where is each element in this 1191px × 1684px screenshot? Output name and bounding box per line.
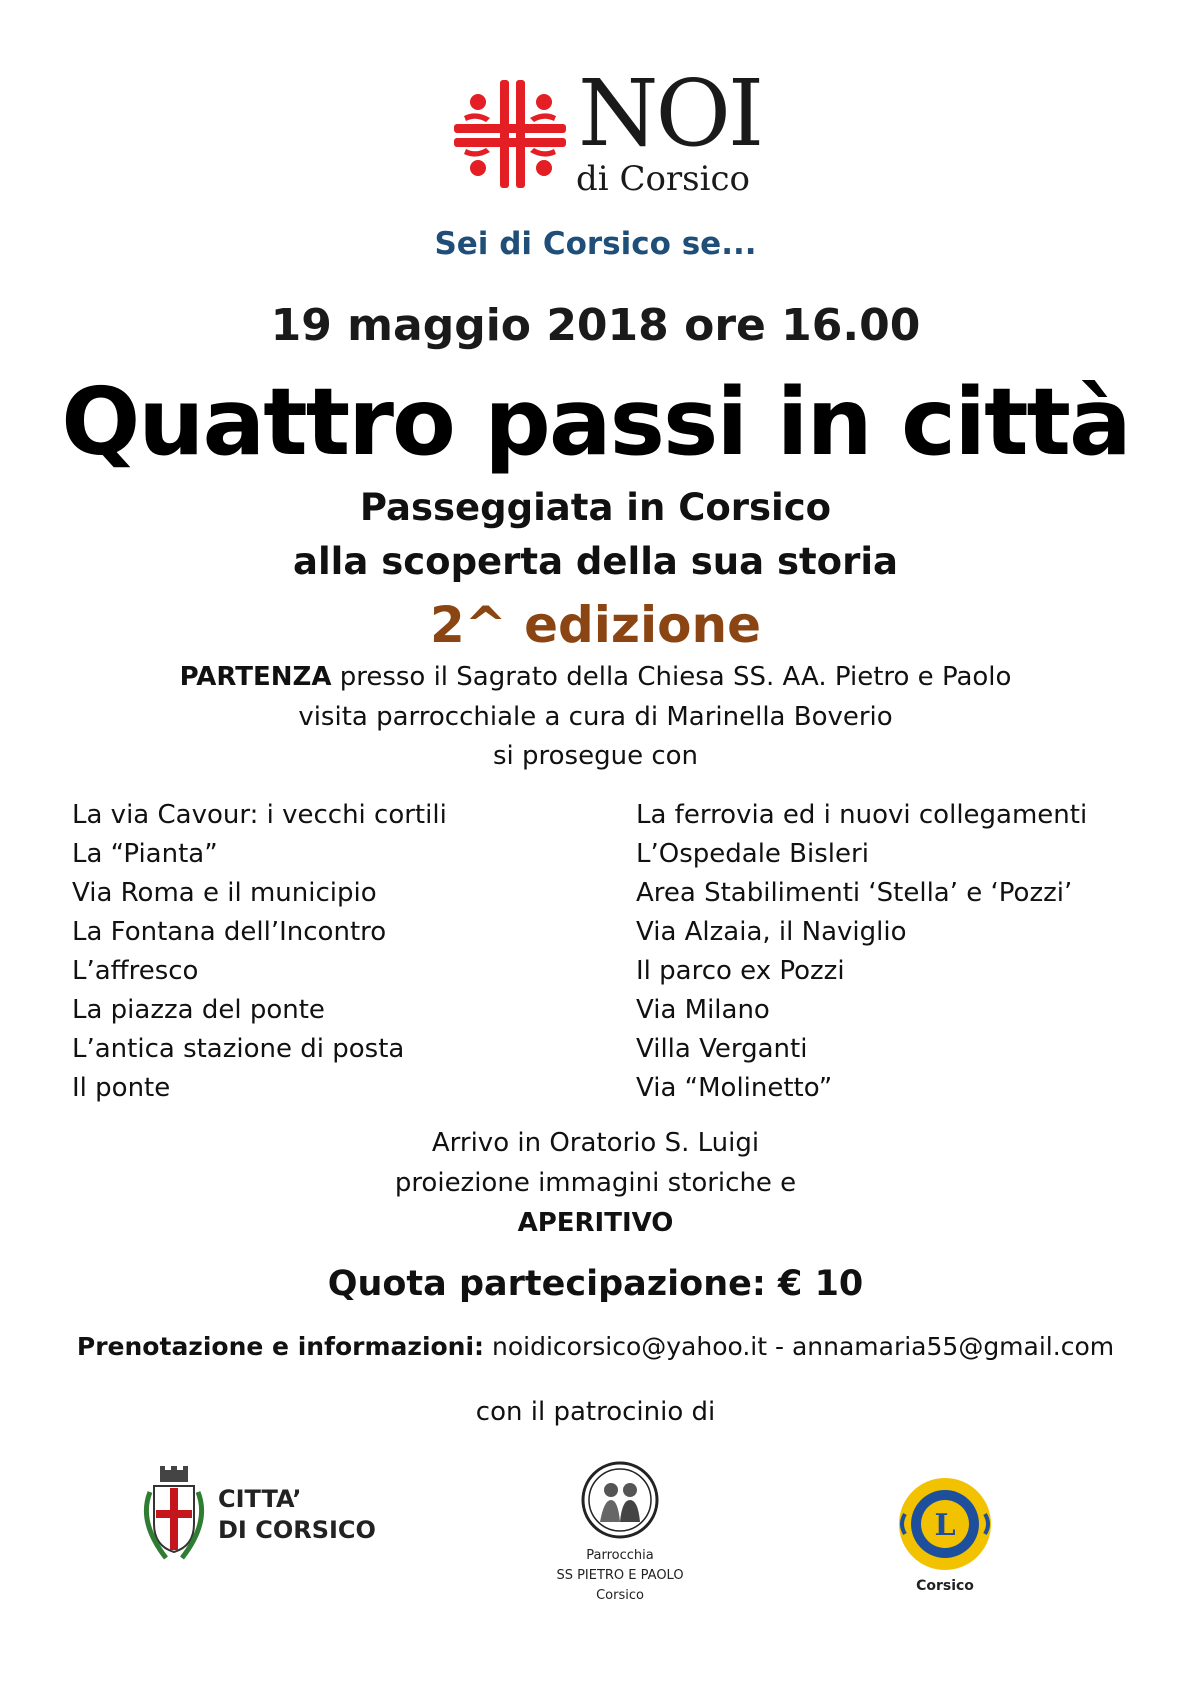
arrival-line-3: APERITIVO <box>517 1208 674 1238</box>
list-item: La Fontana dell’Incontro <box>72 917 387 947</box>
list-item: Via Alzaia, il Naviglio <box>636 917 907 947</box>
svg-text:L: L <box>934 1508 956 1543</box>
list-item: La piazza del ponte <box>72 995 325 1025</box>
parish-seal-icon <box>580 1460 660 1540</box>
parish-line-1: Parrocchia <box>586 1548 654 1563</box>
parish-sponsor <box>540 1460 700 1610</box>
event-date: 19 maggio 2018 ore 16.00 <box>270 300 921 351</box>
fee-line: Quota partecipazione: € 10 <box>327 1264 864 1304</box>
departure-text: presso il Sagrato della Chiesa SS. AA. Pietro e Paolo <box>331 662 1012 692</box>
list-item: Via “Molinetto” <box>636 1073 833 1103</box>
list-item: L’Ospedale Bisleri <box>636 839 869 869</box>
list-item: Il parco ex Pozzi <box>636 956 845 986</box>
contacts-label: Prenotazione e informazioni: <box>76 1332 485 1361</box>
lions-club-logo-icon <box>895 1474 995 1574</box>
visit-line: visita parrocchiale a cura di Marinella Boverio <box>298 702 893 732</box>
noi-logo-mark-icon <box>450 74 570 194</box>
edition-label: 2^ edizione <box>429 596 762 654</box>
arrival-line-2: proiezione immagini storiche e <box>394 1168 797 1198</box>
lions-label: Corsico <box>916 1578 974 1594</box>
citta-line-2: DI CORSICO <box>218 1516 376 1544</box>
list-item: Area Stabilimenti ‘Stella’ e ‘Pozzi’ <box>636 878 1073 908</box>
page-title: Quattro passi in città <box>61 368 1130 476</box>
arrival-line-1: Arrivo in Oratorio S. Luigi <box>431 1128 760 1158</box>
tagline: Sei di Corsico se... <box>434 226 757 262</box>
departure-label: PARTENZA <box>179 662 332 692</box>
continue-line: si prosegue con <box>492 741 699 771</box>
patronage-line: con il patrocinio di <box>475 1397 716 1427</box>
list-item: La ferrovia ed i nuovi collegamenti <box>636 800 1088 830</box>
logo-name: NOI <box>578 60 762 167</box>
lions-sponsor <box>880 1474 1010 1604</box>
list-item: Via Roma e il municipio <box>72 878 377 908</box>
parish-line-3: Corsico <box>596 1588 644 1603</box>
citta-di-corsico-sponsor <box>136 1466 376 1566</box>
list-item: Il ponte <box>72 1073 171 1103</box>
list-item: Via Milano <box>636 995 770 1025</box>
subtitle-line-1: Passeggiata in Corsico <box>359 486 832 529</box>
departure-line <box>0 662 1191 692</box>
logo-subtitle: di Corsico <box>576 159 751 199</box>
parish-line-2: SS PIETRO E PAOLO <box>556 1568 684 1583</box>
noi-di-corsico-logo <box>450 60 762 204</box>
contacts-emails[interactable]: noidicorsico@yahoo.it - annamaria55@gmail.com <box>484 1332 1115 1361</box>
stops-list-left <box>72 796 447 1108</box>
list-item: Villa Verganti <box>636 1034 808 1064</box>
list-item: L’affresco <box>72 956 199 986</box>
list-item: La via Cavour: i vecchi cortili <box>72 800 447 830</box>
list-item: La “Pianta” <box>72 839 218 869</box>
subtitle-line-2: alla scoperta della sua storia <box>293 540 898 583</box>
citta-line-1: CITTA’ <box>218 1485 302 1513</box>
corsico-coat-of-arms-icon <box>136 1466 212 1566</box>
contacts-line <box>0 1332 1191 1361</box>
stops-list-right <box>636 796 1087 1108</box>
list-item: L’antica stazione di posta <box>72 1034 405 1064</box>
